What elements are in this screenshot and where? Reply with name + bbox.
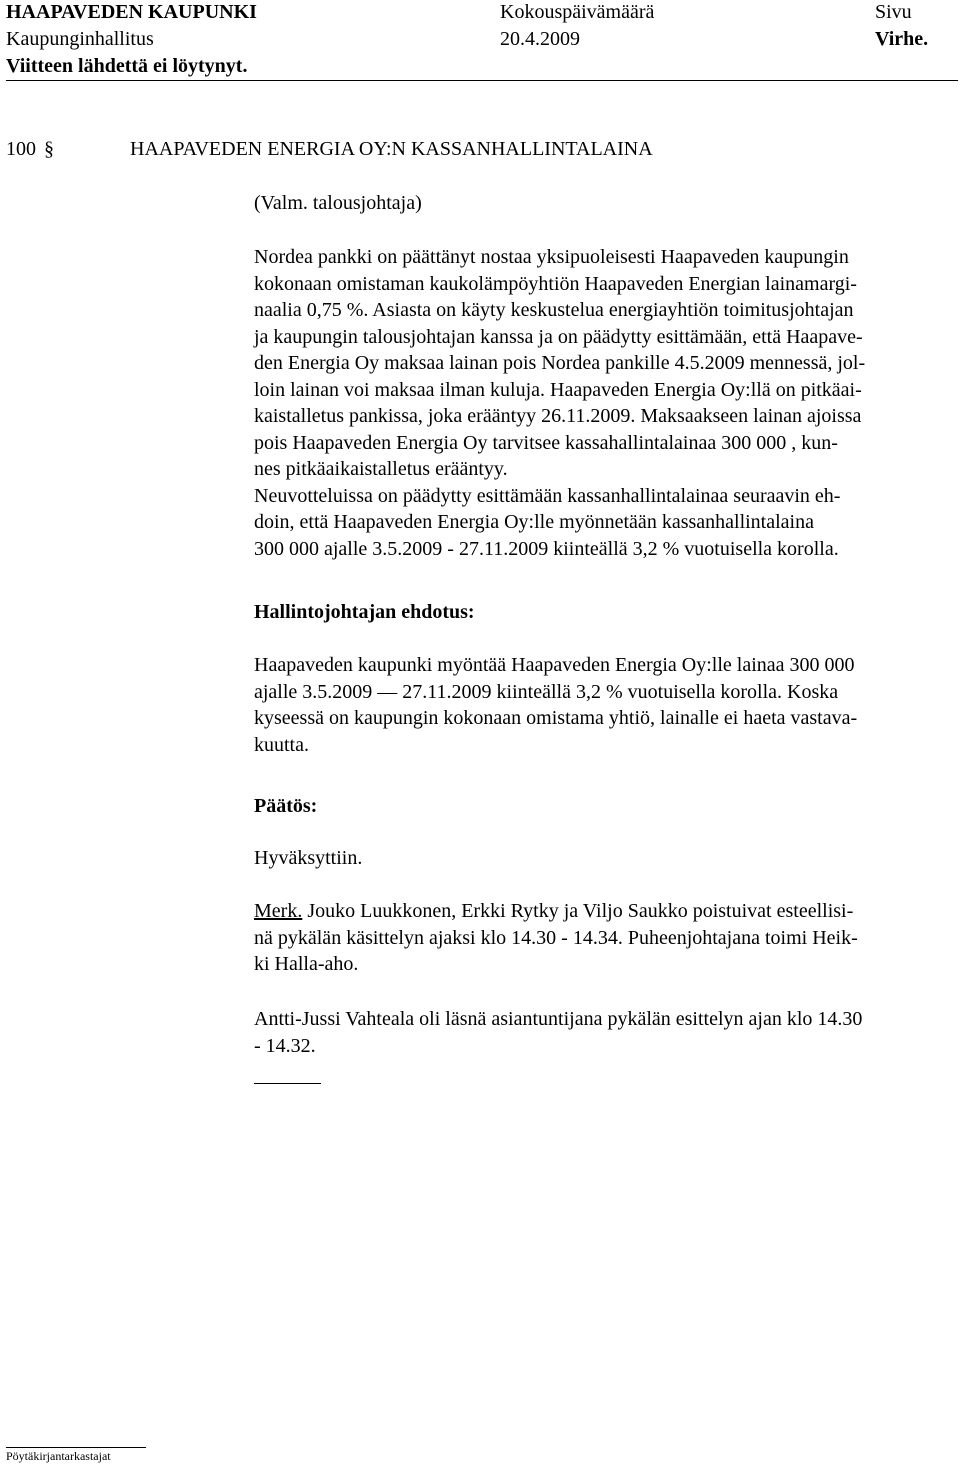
section-symbol: §: [44, 138, 54, 160]
footer-rule: [6, 1447, 146, 1448]
decision-heading: Päätös:: [254, 795, 318, 817]
footer-label: Pöytäkirjantarkastajat: [6, 1449, 111, 1463]
note-line: nä pykälän käsittelyn ajaksi klo 14.30 - 14.34. Puheenjohtajana toimi Heik-: [254, 926, 858, 949]
expert-line: - 14.32.: [254, 1034, 316, 1057]
main-paragraph: [254, 244, 954, 562]
paragraph-line: kaistalletus pankissa, joka erääntyy 26.11.2009. Maksaakseen lainan ajoissa: [254, 405, 862, 427]
note-line: ki Halla-aho.: [254, 953, 359, 975]
page-value: Virhe.: [875, 28, 929, 50]
proposal-paragraph: [254, 652, 954, 758]
page-label: Sivu: [875, 1, 912, 23]
proposal-line: ajalle 3.5.2009 — 27.11.2009 kiinteällä 3,2 % vuotuisella korolla. Koska: [254, 680, 839, 703]
paragraph-line: den Energia Oy maksaa lainan pois Nordea pankille 4.5.2009 mennessä, jol-: [254, 352, 866, 374]
proposal-line: kyseessä on kaupungin kokonaan omistama yhtiö, lainalle ei haeta vastava-: [254, 707, 858, 729]
section-title: HAAPAVEDEN ENERGIA OY:N KASSANHALLINTALAINA: [130, 138, 653, 160]
end-rule: [254, 1083, 321, 1084]
paragraph-line: naalia 0,75 %. Asiasta on käyty keskustelua energiayhtiön toimitusjohtajan: [254, 299, 854, 321]
proposal-line: kuutta.: [254, 733, 309, 756]
body-name: Kaupunginhallitus: [6, 28, 154, 50]
note-line: [254, 898, 954, 925]
paragraph-line: loin lainan voi maksaa ilman kuluja. Haapaveden Energia Oy:llä on pitkäai-: [254, 378, 862, 401]
reference-error: Viitteen lähdettä ei löytynyt.: [6, 55, 248, 77]
paragraph-line: 300 000 ajalle 3.5.2009 - 27.11.2009 kiinteällä 3,2 % vuotuisella korolla.: [254, 537, 839, 560]
expert-line: Antti-Jussi Vahteala oli läsnä asiantuntijana pykälän esittelyn ajan klo 14.30: [254, 1008, 863, 1030]
paragraph-line: pois Haapaveden Energia Oy tarvitsee kassahallintalainaa 300 000 , kun-: [254, 431, 838, 454]
header-rule: [6, 80, 958, 81]
expert-paragraph: [254, 1006, 954, 1059]
preparer: (Valm. talousjohtaja): [254, 192, 422, 214]
paragraph-line: ja kaupungin talousjohtajan kanssa ja on päädytty esittämään, että Haapave-: [254, 325, 863, 348]
meeting-date: 20.4.2009: [500, 28, 580, 50]
paragraph-line: kokonaan omistaman kaukolämpöyhtiön Haapaveden Energian lainamargi-: [254, 272, 857, 295]
note-first-line: Jouko Luukkonen, Erkki Rytky ja Viljo Saukko poistuivat esteellisi-: [302, 900, 854, 922]
section-number: 100: [6, 138, 36, 160]
paragraph-line: doin, että Haapaveden Energia Oy:lle myönnetään kassanhallintalaina: [254, 511, 814, 533]
proposal-heading: Hallintojohtajan ehdotus:: [254, 601, 475, 623]
paragraph-line: Neuvotteluissa on päädytty esittämään kassanhallintalainaa seuraavin eh-: [254, 484, 841, 507]
paragraph-line: nes pitkäaikaistalletus erääntyy.: [254, 458, 508, 480]
proposal-line: Haapaveden kaupunki myöntää Haapaveden Energia Oy:lle lainaa 300 000: [254, 654, 855, 676]
org-name: HAAPAVEDEN KAUPUNKI: [6, 1, 257, 23]
meeting-date-label: Kokouspäivämäärä: [500, 1, 655, 23]
note-label: Merk.: [254, 900, 303, 922]
decision-text: Hyväksyttiin.: [254, 847, 363, 869]
paragraph-line: Nordea pankki on päättänyt nostaa yksipuoleisesti Haapaveden kaupungin: [254, 246, 849, 268]
note-paragraph: [254, 898, 954, 978]
